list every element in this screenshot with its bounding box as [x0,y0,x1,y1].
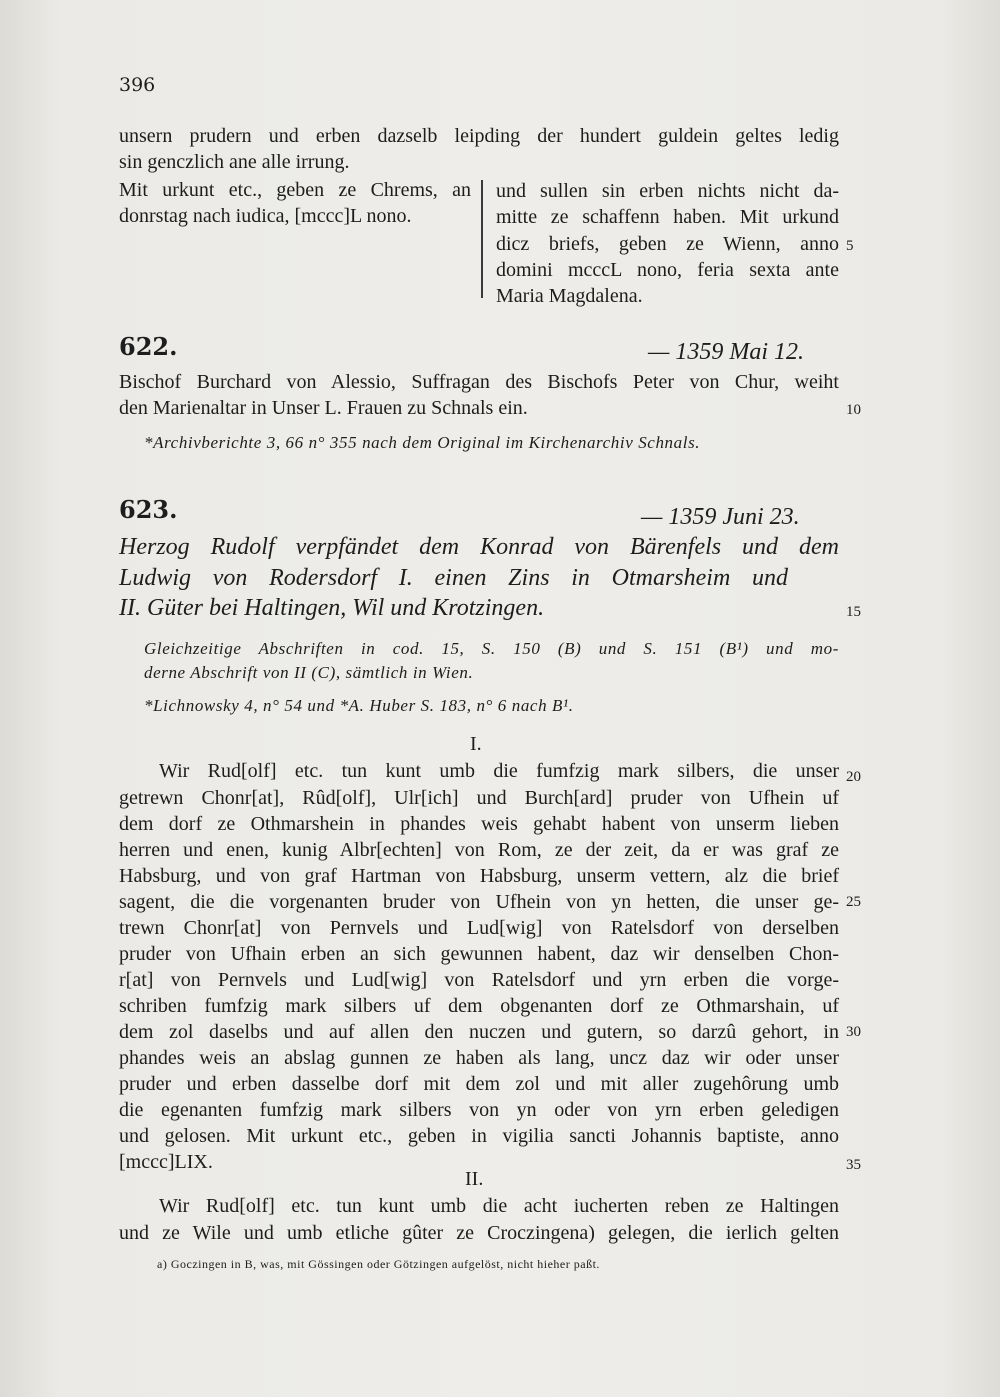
body-line: die egenanten fumfzig mark silbers von yn oder von yrn erben geledigen [119,1099,839,1121]
entry-date: — 1359 Juni 23. [641,504,800,530]
right-column-line: Maria Magdalena. [496,285,643,307]
body-line: pruder und erben dasselbe dorf mit dem zol und mit aller zugehôrung umb [119,1073,839,1095]
part-label: I. [470,733,482,755]
left-column-line: Mit urkunt etc., geben ze Chrems, an [119,179,471,201]
body-line: herren und enen, kunig Albr[echten] von Rom, ze der zeit, da er was graf ze [119,839,839,861]
source-note: *Lichnowsky 4, n° 54 und *A. Huber S. 183, n° 6 nach B¹. [144,696,574,715]
footnote: a) Goczingen in B, was, mit Gössingen oder Götzingen aufgelöst, nicht hieher paßt. [157,1257,600,1271]
summary-line: Bischof Burchard von Alessio, Suffragan des Bischofs Peter von Chur, weiht [119,371,839,393]
body-line: dem dorf ze Othmarshein in phandes weis gehabt habent von unserm lieben [119,813,839,835]
body-line: und gelosen. Mit urkunt etc., geben in vigilia sancti Johannis baptiste, anno [119,1125,839,1147]
line-number: 5 [846,238,854,254]
entry-number: 623. [119,495,178,524]
body-line: Habsburg, und von graf Hartman von Habsburg, unserm vettern, alz die brief [119,865,839,887]
right-column-line: mitte ze schaffenn haben. Mit urkund [496,206,839,228]
page-number: 396 [119,74,156,96]
summary-line: Ludwig von Rodersdorf I. einen Zins in Otmarsheim und [119,565,788,591]
summary-line: Herzog Rudolf verpfändet dem Konrad von Bärenfels und dem [119,534,839,560]
source-note: Gleichzeitige Abschriften in cod. 15, S. 150 (B) und S. 151 (B¹) und mo- [144,639,839,658]
text-line: sin genczlich ane alle irrung. [119,151,350,173]
right-column-line: dicz briefs, geben ze Wienn, anno [496,233,839,255]
summary-line: II. Güter bei Haltingen, Wil und Krotzingen. [119,595,545,621]
body-line: phandes weis an abslag gunnen ze haben als lang, uncz daz wir oder unser [119,1047,839,1069]
right-column-line: und sullen sin erben nichts nicht da- [496,180,839,202]
right-column-line: domini mcccL nono, feria sexta ante [496,259,839,281]
summary-line: den Marienaltar in Unser L. Frauen zu Schnals ein. [119,397,528,419]
body-line: pruder von Ufhain erben an sich gewunnen habent, daz wir denselben Chon- [119,943,839,965]
body-line: sagent, die die vorgenanten bruder von Ufhein von yn hetten, die unser ge- [119,891,839,913]
source-note: *Archivberichte 3, 66 n° 355 nach dem Original im Kirchenarchiv Schnals. [144,433,701,452]
entry-number: 622. [119,332,178,361]
body-line: Wir Rud[olf] etc. tun kunt umb die acht iucherten reben ze Haltingen [159,1195,839,1217]
source-note: derne Abschrift von II (C), sämtlich in Wien. [144,663,474,682]
line-number: 20 [846,769,861,785]
entry-date: — 1359 Mai 12. [648,339,804,365]
body-line: r[at] von Pernvels und Lud[wig] von Ratelsdorf und yrn erben die vorge- [119,969,839,991]
line-number: 10 [846,402,861,418]
line-number: 30 [846,1024,861,1040]
body-line: schriben fumfzig mark silbers uf dem obgenanten dorf ze Othmarshain, uf [119,995,839,1017]
body-line: trewn Chonr[at] von Pernvels und Lud[wig] von Ratelsdorf von derselben [119,917,839,939]
part-label: II. [465,1168,484,1190]
column-divider [481,180,483,298]
left-column-line: donrstag nach iudica, [mccc]L nono. [119,205,412,227]
line-number: 35 [846,1157,861,1173]
body-line: dem zol daselbs und auf allen den nuczen und gutern, so darzû gehort, in [119,1021,839,1043]
body-line: Wir Rud[olf] etc. tun kunt umb die fumfzig mark silbers, die unser [159,760,839,782]
line-number: 25 [846,894,861,910]
text-line: unsern prudern und erben dazselb leipding der hundert guldein geltes ledig [119,125,839,147]
body-line: [mccc]LIX. [119,1151,213,1173]
line-number: 15 [846,604,861,620]
body-line: und ze Wile und umb etliche gûter ze Croczingena) gelegen, die ierlich gelten [119,1222,839,1244]
body-line: getrewn Chonr[at], Rûd[olf], Ulr[ich] und Burch[ard] pruder von Ufhein uf [119,787,839,809]
